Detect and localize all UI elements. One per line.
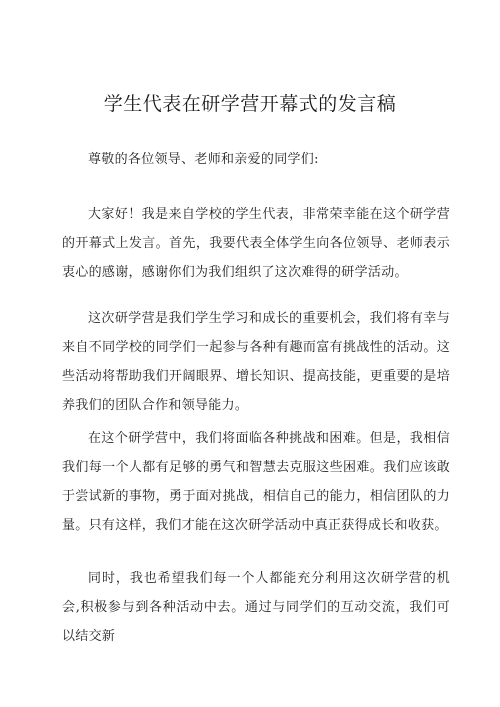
document-title: 学生代表在研学营开幕式的发言稿 (103, 93, 397, 115)
body-paragraph: 同时，我也希望我们每一个人都能充分利用这次研学营的机会,积极参与到各种活动中去。通过与同学们的互动交流，我们可以结交新 (62, 571, 450, 644)
body-paragraph: 大家好！我是来自学校的学生代表，非常荣幸能在这个研学营的开幕式上发言。首先，我要代表全体学生向各位领导、老师表示衷心的感谢，感谢你们为我们组织了这次难得的研学活动。 (62, 207, 450, 280)
salutation: 尊敬的各位领导、老师和亲爱的同学们: (88, 152, 319, 167)
body-paragraph: 在这个研学营中，我们将面临各种挑战和困难。但是，我相信我们每一个人都有足够的勇气和智慧去克服这些困难。我们应该敢于尝试新的事物，勇于面对挑战，相信自己的能力，相信团队的力量。只有这样，我们才能在这次研学活动中真正获得成长和收获。 (62, 431, 450, 533)
body-paragraph: 这次研学营是我们学生学习和成长的重要机会，我们将有幸与来自不同学校的同学们一起参与各种有趣而富有挑战性的活动。这些活动将帮助我们开阔眼界、增长知识、提高技能，更重要的是培养我们的团队合作和领导能力。 (62, 311, 450, 413)
